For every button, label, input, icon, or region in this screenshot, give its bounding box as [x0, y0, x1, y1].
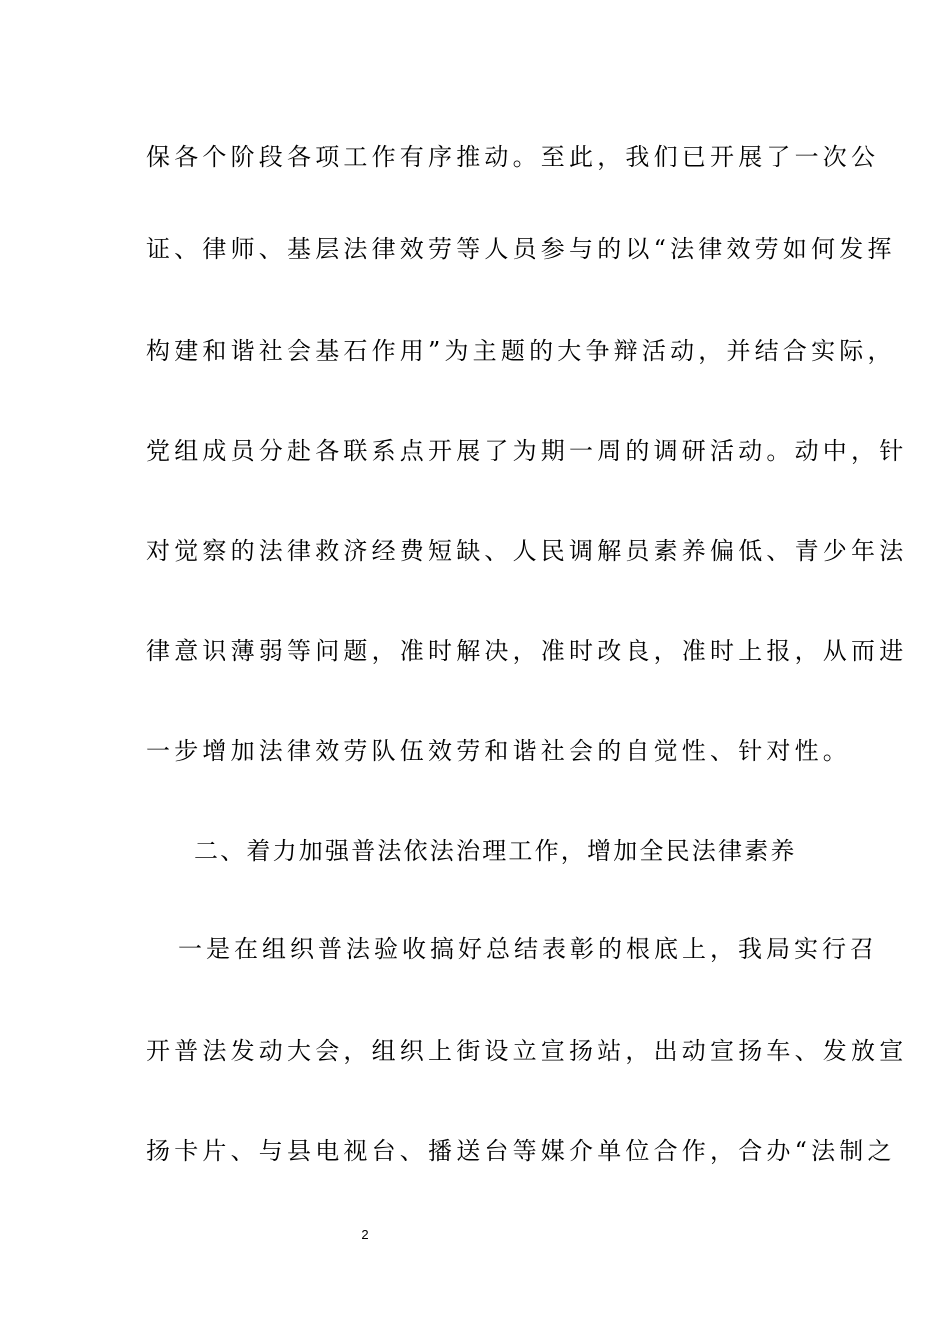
paragraph-line: 一步增加法律效劳队伍效劳和谐社会的自觉性、针对性。 — [146, 737, 851, 765]
paragraph-line: 证、律师、基层法律效劳等人员参与的以“法律效劳如何发挥 — [146, 235, 896, 263]
paragraph-line: 构建和谐社会基石作用”为主题的大争辩活动，并结合实际， — [146, 337, 896, 365]
paragraph-line: 保各个阶段各项工作有序推动。至此，我们已开展了一次公 — [146, 143, 880, 171]
paragraph-line: 党组成员分赴各联系点开展了为期一周的调研活动。动中，针 — [146, 437, 908, 465]
paragraph-line: 开普法发动大会，组织上街设立宣扬站，出动宣扬车、发放宣 — [146, 1037, 908, 1065]
page-number: 2 — [361, 1227, 369, 1242]
paragraph-line: 扬卡片、与县电视台、播送台等媒介单位合作，合办“法制之 — [146, 1137, 896, 1165]
paragraph-line: 律意识薄弱等问题，准时解决，准时改良，准时上报，从而进 — [146, 637, 908, 665]
section-heading: 二、着力加强普法依法治理工作，增加全民法律素养 — [194, 837, 797, 865]
paragraph-line: 一是在组织普法验收搞好总结表彰的根底上，我局实行召 — [178, 935, 878, 963]
paragraph-line: 对觉察的法律救济经费短缺、人民调解员素养偏低、青少年法 — [146, 537, 908, 565]
